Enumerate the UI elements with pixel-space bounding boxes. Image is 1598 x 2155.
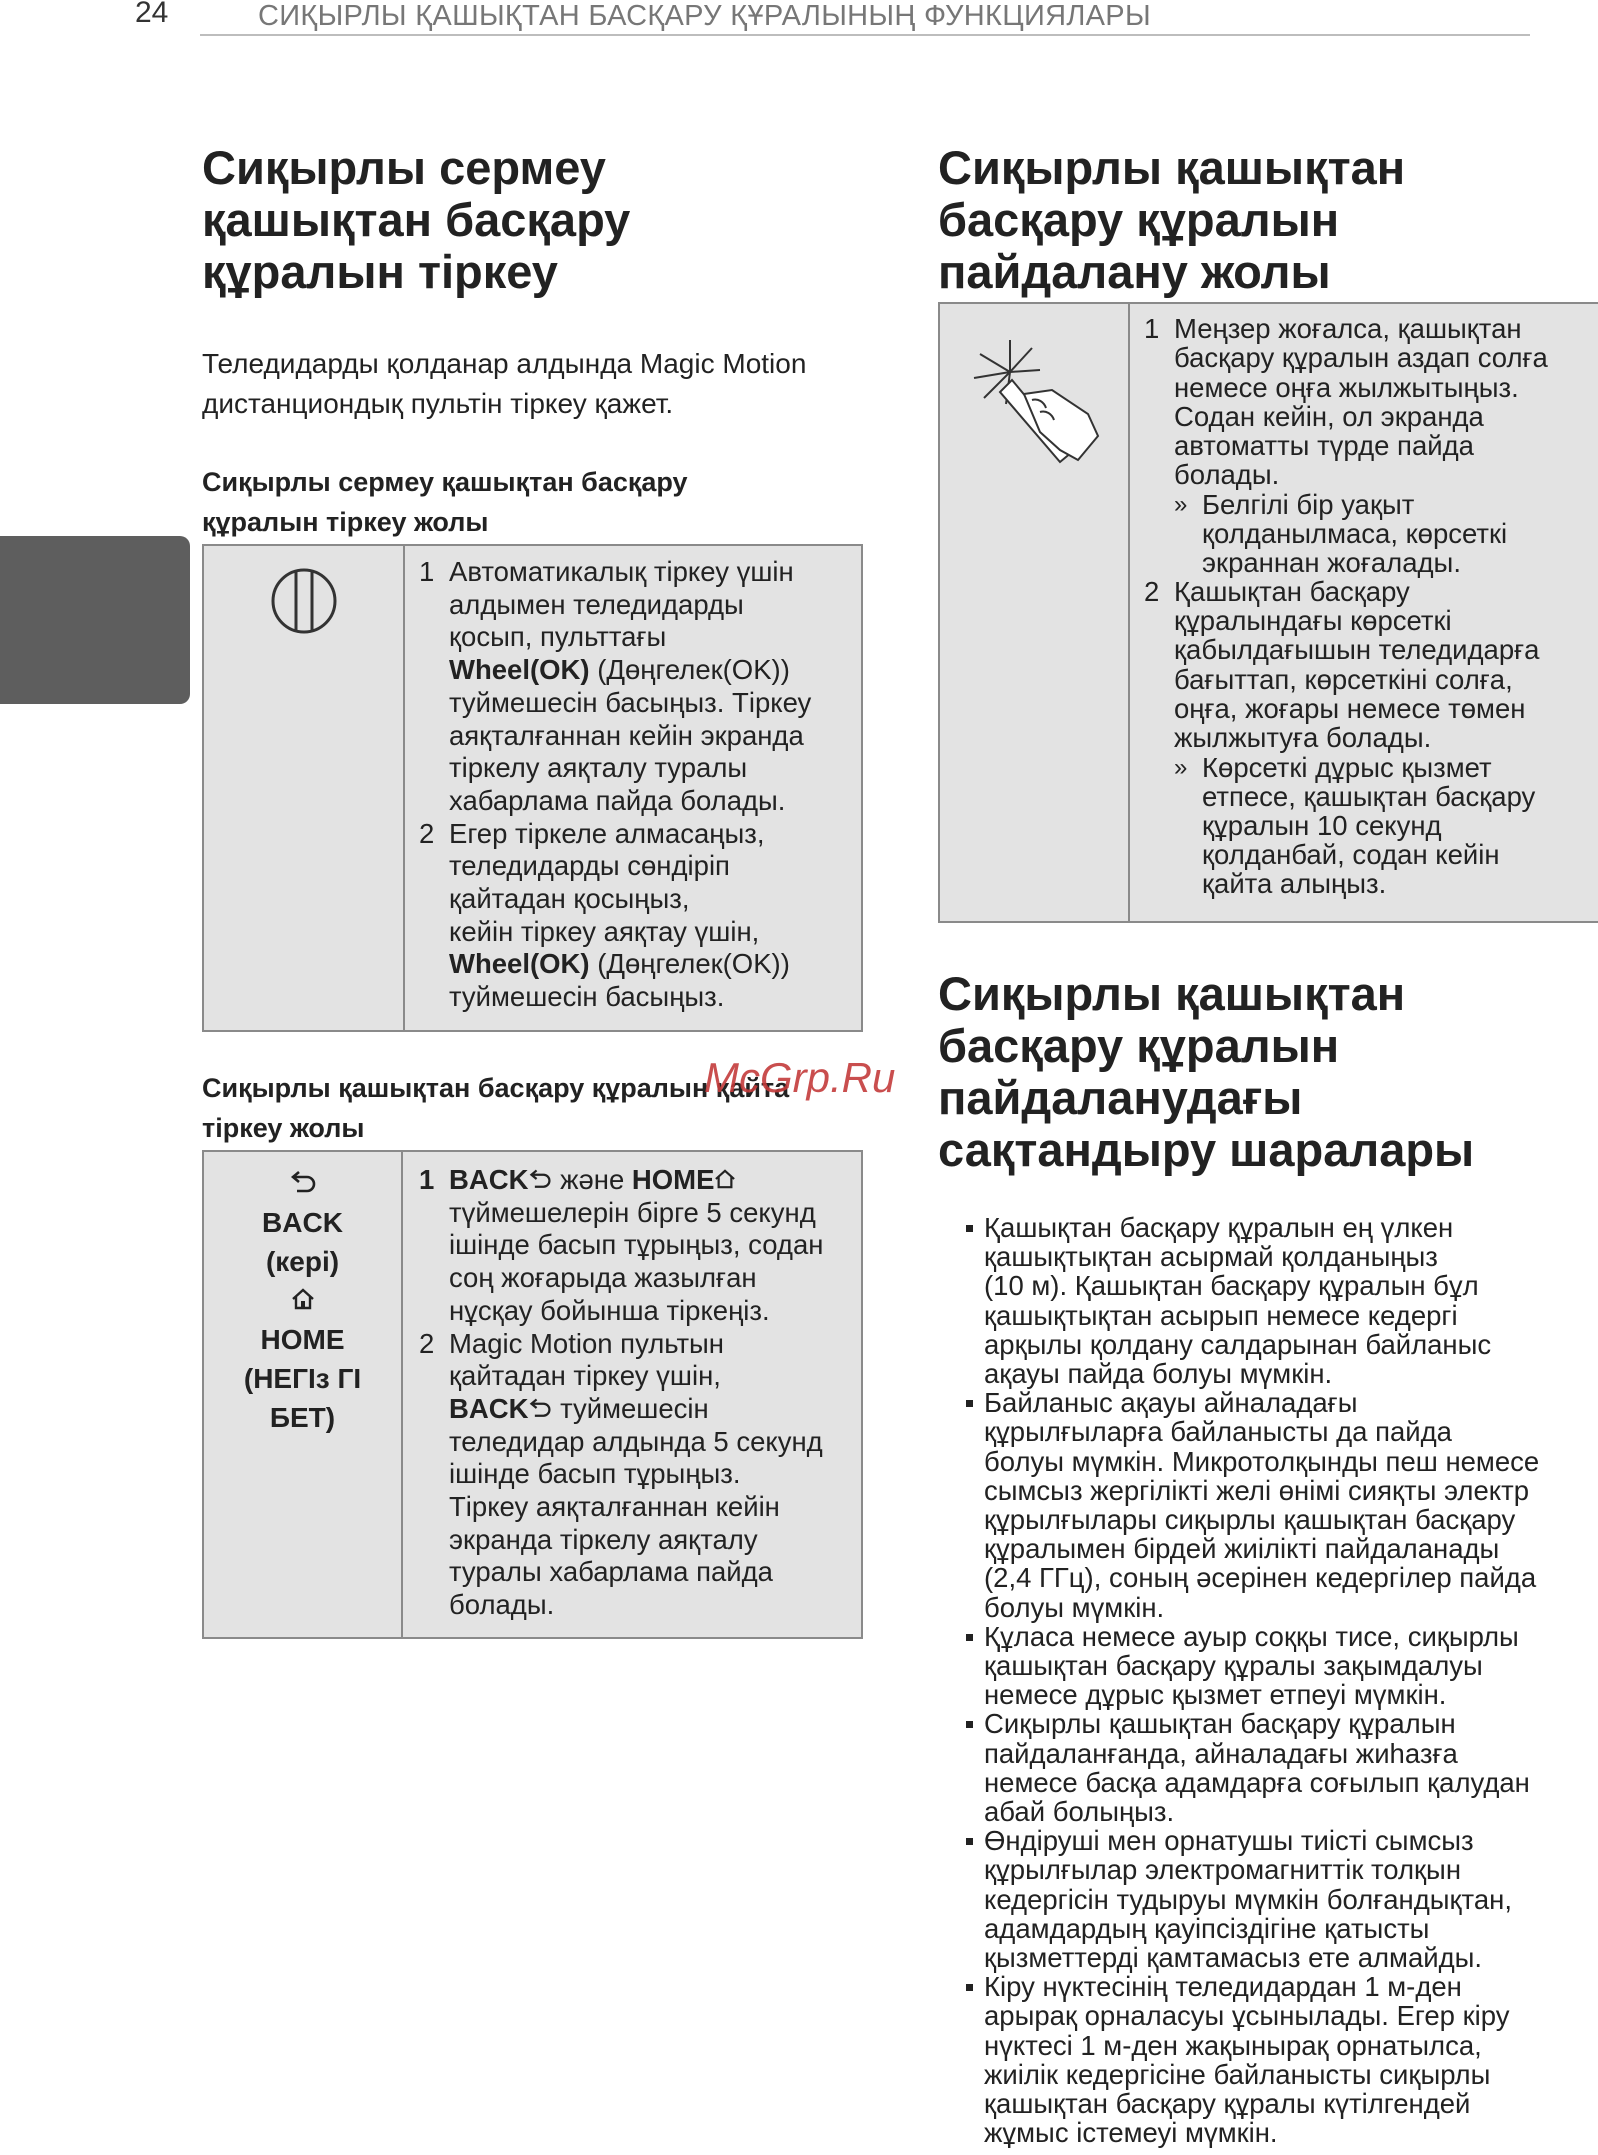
step-line: қабылдағышын теледидарға: [1174, 634, 1540, 666]
step-line: туймешесін басыңыз. Тіркеу: [449, 686, 812, 718]
step-line: [449, 654, 861, 687]
list-line: құралымен бірдей жиілікті пайдаланады: [984, 1533, 1500, 1565]
note-marker: »: [1174, 753, 1188, 781]
home-key-label: HOME: [260, 1324, 345, 1355]
back-button-name: BACK: [449, 1392, 529, 1424]
bullet-square: [966, 1634, 973, 1641]
bullet-square: [966, 1984, 973, 1991]
step-number: 1: [419, 556, 435, 587]
remote-pointing-illustration: [960, 332, 1110, 482]
step-number: 2: [419, 1327, 435, 1359]
bullet-square: [966, 1838, 973, 1845]
subheading-line: Сиқырлы қашықтан басқару құралын қайта: [202, 1073, 790, 1103]
step-line: оңға, жоғары немесе төмен: [1174, 692, 1526, 724]
header-divider: [200, 34, 1530, 36]
step-line: Қашықтан басқару: [1174, 575, 1410, 607]
step-line: аяқталғаннан кейін экранда: [449, 719, 804, 751]
step-item: [1128, 314, 1598, 490]
title-line: құралын тіркеу: [202, 245, 558, 298]
title-line: пайдалану жолы: [938, 245, 1331, 298]
step-item: [403, 818, 861, 1014]
keys-cell: [204, 1152, 403, 1637]
title-line: басқару құралын: [938, 1019, 1340, 1072]
list-line: қашықтан басқару құралы зақымдалуы: [984, 1650, 1483, 1682]
list-line: (10 м). Қашықтан басқару құралын бұл: [984, 1270, 1479, 1302]
list-line: Кіру нүктесінің теледидардан 1 м-ден: [984, 1971, 1462, 2003]
list-line: абай болыңыз.: [984, 1796, 1175, 1828]
list-line: болуы мүмкін.: [984, 1591, 1165, 1623]
watermark: McGrp.Ru: [704, 1054, 896, 1101]
list-line: адамдардың қауіпсіздігіне қатысты: [984, 1912, 1430, 1944]
step-number: 1: [1144, 313, 1160, 344]
step-line: тіркелу аяқталу туралы: [449, 752, 748, 784]
step-line: кейін тіркеу аяқтау үшін,: [449, 915, 760, 947]
list-line: құрылғылары сиқырлы қашықтан басқару: [984, 1504, 1516, 1536]
step-line: болады.: [449, 1589, 555, 1621]
note-item: [1128, 490, 1598, 577]
step-line: қайтадан қосыңыз,: [449, 883, 690, 915]
bullet-square: [966, 1400, 973, 1407]
step-line: теледидарды сөндіріп: [449, 850, 730, 882]
note-item: [1128, 753, 1598, 898]
step-line: түймешелерін бірге 5 секунд: [449, 1196, 816, 1228]
back-key-label: BACK: [262, 1207, 343, 1238]
list-line: қашықтықтан асырмай қолданыңыз: [984, 1241, 1438, 1273]
page-number: 24: [135, 0, 169, 29]
step-line: туралы хабарлама пайда: [449, 1556, 773, 1588]
home-key-sublabel: (НЕГІз ГІ: [243, 1363, 362, 1394]
step-line: жылжытуға болады.: [1174, 722, 1432, 754]
list-line: арырақ орналасуы ұсынылады. Егер кіру: [984, 2000, 1510, 2032]
step-line: хабарлама пайда болады.: [449, 784, 786, 816]
step-line: болады.: [1174, 459, 1280, 491]
page-header: [0, 0, 1598, 40]
reregister-steps-box: [202, 1150, 863, 1639]
list-line: Қашықтан басқару құралын ең үлкен: [984, 1212, 1454, 1243]
step-line: ішінде басып тұрыңыз.: [449, 1458, 741, 1490]
note-line: Белгілі бір уақыт: [1202, 488, 1415, 520]
list-item: [966, 1709, 1586, 1826]
list-line: жиілік кедергісіне байланысты сиқырлы: [984, 2058, 1491, 2090]
button-translation: (Дөңгелек(OK)): [589, 948, 790, 980]
step-text: туймешесін: [552, 1392, 709, 1424]
list-line: Сиқырлы қашықтан басқару құралын: [984, 1708, 1456, 1740]
list-line: Құласа немесе ауыр соққы тисе, сиқырлы: [984, 1620, 1519, 1652]
list-item: [966, 1622, 1586, 1710]
step-line: немесе оңға жылжытыңыз.: [1174, 371, 1519, 403]
subheading-register: [202, 462, 882, 542]
step-line: Автоматикалық тіркеу үшін: [449, 556, 794, 587]
step-line: Егер тіркеле алмасаңыз,: [449, 817, 765, 849]
step-line: қайтадан тіркеу үшін,: [449, 1360, 721, 1392]
step-line: [449, 948, 861, 981]
back-button-name: BACK: [449, 1164, 529, 1195]
step-line: нұсқау бойынша тіркеңіз.: [449, 1294, 770, 1326]
intro-line: Теледидарды қолданар алдында Magic Motion: [202, 348, 807, 379]
step-line: бағыттап, көрсеткіні солға,: [1174, 663, 1513, 695]
intro-text: [202, 344, 882, 424]
step-item: [403, 1328, 861, 1622]
conjunction: және: [552, 1164, 632, 1195]
list-line: нүктесі 1 м-ден жақынырақ орнатылса,: [984, 2029, 1482, 2061]
note-line: қайта алыңыз.: [1202, 867, 1387, 899]
title-line: пайдаланудағы: [938, 1071, 1303, 1124]
step-line: теледидар алдында 5 секунд: [449, 1425, 823, 1457]
note-line: қолданылмаса, көрсеткі: [1202, 517, 1508, 549]
list-item: [966, 1213, 1586, 1388]
back-key-sublabel: (кері): [265, 1246, 340, 1277]
step-line: құралындағы көрсеткі: [1174, 605, 1452, 637]
box-steps-cell: [403, 546, 861, 1030]
list-line: сымсыз жергілікті желі өнімі сияқты электр: [984, 1474, 1530, 1506]
box-steps-cell: [1128, 304, 1598, 921]
right-title-usage: [938, 142, 1558, 298]
title-line: Сиқырлы қашықтан: [938, 141, 1406, 194]
back-icon: [528, 1169, 552, 1189]
list-line: Байланыс ақауы айналадағы: [984, 1387, 1358, 1419]
note-line: құралын 10 секунд: [1202, 809, 1442, 841]
title-line: басқару құралын: [938, 193, 1340, 246]
step-line: Тіркеу аяқталғаннан кейін: [449, 1491, 780, 1523]
list-item: [966, 1826, 1586, 1972]
step-line: соң жоғарыда жазылған: [449, 1262, 757, 1294]
chapter-tab: [0, 536, 190, 704]
title-line: сақтандыру шаралары: [938, 1123, 1475, 1176]
list-line: жұмыс істемеуі мүмкін.: [984, 2117, 1278, 2149]
note-marker: »: [1174, 490, 1188, 518]
subheading-line: құралын тіркеу жолы: [202, 507, 489, 537]
button-name: Wheel(OK): [449, 948, 590, 980]
list-item: [966, 1972, 1586, 2147]
home-icon: [204, 1281, 401, 1320]
home-button-name: HOME: [631, 1164, 715, 1195]
title-line: қашықтан басқару: [202, 193, 631, 246]
step-line: қосып, пульттағы: [449, 621, 667, 653]
step-line: [449, 1393, 861, 1426]
list-line: қашықтан басқару құралы күтілгендей: [984, 2088, 1471, 2120]
list-line: пайдаланғанда, айналадағы жиhазға: [984, 1737, 1458, 1769]
step-line: Меңзер жоғалса, қашықтан: [1174, 313, 1522, 344]
back-icon: [204, 1164, 401, 1203]
step-line: автоматты түрде пайда: [1174, 430, 1474, 462]
button-name: Wheel(OK): [449, 654, 590, 686]
home-key-sublabel: БЕТ): [269, 1402, 336, 1433]
step-item: [1128, 577, 1598, 753]
list-line: немесе басқа адамдарға соғылып қалудан: [984, 1766, 1530, 1798]
step-line: туймешесін басыңыз.: [449, 981, 725, 1013]
list-line: қызметтерді қамтамасыз ете алмайды.: [984, 1942, 1483, 1974]
title-line: Сиқырлы сермеу: [202, 141, 606, 194]
running-title: СИҚЫРЛЫ ҚАШЫҚТАН БАСҚАРУ ҚҰРАЛЫНЫҢ ФУНКЦИЯЛАРЫ: [258, 0, 1151, 32]
step-line: Magic Motion пультын: [449, 1327, 724, 1359]
list-line: Өндіруші мен орнатушы тиісті сымсыз: [984, 1825, 1474, 1857]
note-line: Көрсеткі дұрыс қызмет: [1202, 751, 1492, 783]
step-line: алдымен теледидарды: [449, 588, 744, 620]
right-title-precautions: [938, 968, 1578, 1176]
list-line: ақауы пайда болуы мүмкін.: [984, 1358, 1333, 1390]
left-title: [202, 142, 882, 298]
wheel-button-icon: [269, 566, 339, 636]
usage-steps-box: [938, 302, 1598, 923]
note-line: экраннан жоғалады.: [1202, 546, 1461, 578]
step-number: 2: [419, 817, 435, 849]
list-line: немесе дұрыс қызмет етпеуі мүмкін.: [984, 1679, 1447, 1711]
step-line: басқару құралын аздап солға: [1174, 342, 1548, 374]
intro-line: дистанциондық пультін тіркеу қажет.: [202, 388, 674, 419]
home-icon: [714, 1169, 736, 1189]
list-line: арқылы қолдану салдарынан байланыс: [984, 1328, 1492, 1360]
step-line: ішінде басып тұрыңыз, содан: [449, 1229, 824, 1261]
subheading-line: Сиқырлы сермеу қашықтан басқару: [202, 467, 688, 497]
title-line: Сиқырлы қашықтан: [938, 967, 1406, 1020]
step-item: [403, 1164, 861, 1328]
bullet-square: [966, 1225, 973, 1232]
list-line: қашықтықтан асырып немесе кедергі: [984, 1299, 1458, 1331]
step-number: 2: [1144, 575, 1160, 607]
button-translation: (Дөңгелек(OK)): [589, 654, 790, 686]
register-steps-box: [202, 544, 863, 1032]
subheading-line: тіркеу жолы: [202, 1113, 365, 1143]
list-item: [966, 1388, 1586, 1622]
step-line: экранда тіркелу аяқталу: [449, 1523, 758, 1555]
bullet-square: [966, 1721, 973, 1728]
list-line: кедергісін тудыруы мүмкін болғандықтан,: [984, 1883, 1512, 1915]
step-line: [449, 1164, 861, 1197]
list-line: құрылғылар электромагниттік толқын: [984, 1854, 1462, 1886]
box-illustration-cell: [940, 304, 1130, 921]
list-line: болуы мүмкін. Микротолқынды пеш немесе: [984, 1445, 1540, 1477]
list-line: (2,4 ГГц), соның әсерінен кедергілер пайда: [984, 1562, 1537, 1594]
box-illustration-cell: [204, 546, 405, 1030]
box-steps-cell: [403, 1152, 861, 1637]
back-icon: [528, 1398, 552, 1418]
precautions-list: [966, 1213, 1586, 2148]
note-line: қолданбай, содан кейін: [1202, 838, 1500, 870]
step-number: 1: [419, 1164, 435, 1195]
step-line: Содан кейін, ол экранда: [1174, 400, 1484, 432]
step-item: [403, 556, 861, 818]
list-line: құрылғыларға байланысты да пайда: [984, 1416, 1452, 1448]
note-line: етпесе, қашықтан басқару: [1202, 780, 1536, 812]
